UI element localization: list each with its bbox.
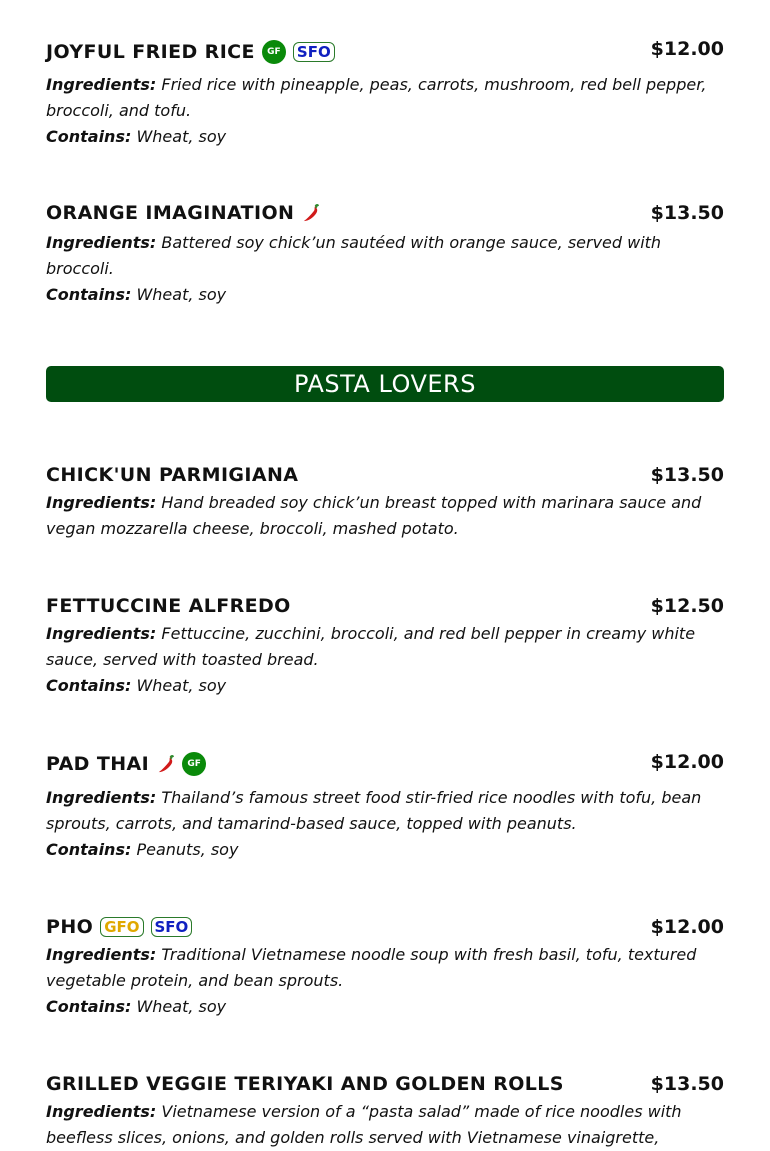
item-name: CHICK'UN PARMIGIANA [46, 464, 299, 486]
item-price: $12.50 [650, 595, 724, 617]
ingredients-text-cont: sauce, served with toasted bread. [46, 650, 319, 669]
ingredients-text: Fried rice with pineapple, peas, carrots, mushroom, red bell pepper, [161, 75, 707, 94]
ingredients-text-cont: sprouts, carrots, and tamarind-based sauce, topped with peanuts. [46, 814, 577, 833]
ingredients-text-cont: beefless slices, onions, and golden rolls served with Vietnamese vinaigrette, [46, 1128, 660, 1147]
ingredients-line [46, 72, 724, 98]
ingredients-label: Ingredients: [46, 624, 157, 643]
contains-label: Contains: [46, 285, 132, 304]
section-banner-pasta-lovers: PASTA LOVERS [46, 366, 724, 402]
contains-text: Wheat, soy [136, 676, 227, 695]
item-name: JOYFUL FRIED RICE [46, 41, 255, 63]
ingredients-text: Thailand’s famous street food stir-fried rice noodles with tofu, bean [161, 788, 702, 807]
gf-badge-icon: GF [262, 40, 286, 64]
contains-label: Contains: [46, 997, 132, 1016]
ingredients-line [46, 490, 724, 516]
ingredients-label: Ingredients: [46, 1102, 157, 1121]
item-price: $12.00 [650, 916, 724, 938]
item-price: $13.50 [650, 1073, 724, 1095]
ingredients-text: Battered soy chick’un sautéed with orange sauce, served with [161, 233, 662, 252]
chili-pepper-icon [302, 203, 320, 223]
ingredients-label: Ingredients: [46, 788, 157, 807]
contains-line [46, 282, 724, 308]
item-price: $13.50 [650, 464, 724, 486]
gf-badge-icon: GF [182, 752, 206, 776]
ingredients-line [46, 1099, 724, 1125]
ingredients-text: Traditional Vietnamese noodle soup with fresh basil, tofu, textured [161, 945, 697, 964]
ingredients-text-cont: broccoli, and tofu. [46, 101, 192, 120]
item-price: $13.50 [650, 202, 724, 224]
ingredients-label: Ingredients: [46, 945, 157, 964]
item-price: $12.00 [650, 38, 724, 60]
contains-line [46, 673, 724, 699]
menu-item-fettuccine-alfredo [46, 593, 724, 699]
item-name: FETTUCCINE ALFREDO [46, 595, 291, 617]
ingredients-text-cont: vegan mozzarella cheese, broccoli, mashed potato. [46, 519, 459, 538]
menu-item-joyful-fried-rice [46, 36, 724, 150]
item-name: PHO [46, 916, 94, 938]
menu-item-pho [46, 914, 724, 1020]
menu-item-grilled-veggie-teriyaki [46, 1071, 724, 1151]
gfo-badge: GFO [100, 917, 143, 937]
contains-text: Wheat, soy [136, 285, 227, 304]
ingredients-line [46, 942, 724, 968]
contains-line [46, 994, 724, 1020]
ingredients-text-cont: vegetable protein, and bean sprouts. [46, 971, 344, 990]
ingredients-label: Ingredients: [46, 493, 157, 512]
contains-line [46, 124, 724, 150]
sfo-badge: SFO [151, 917, 193, 937]
ingredients-text-cont: broccoli. [46, 259, 114, 278]
contains-text: Wheat, soy [136, 127, 227, 146]
item-price: $12.00 [650, 751, 724, 773]
item-name: ORANGE IMAGINATION [46, 202, 295, 224]
menu-item-chickun-parmigiana [46, 462, 724, 542]
contains-label: Contains: [46, 676, 132, 695]
sfo-badge: SFO [293, 42, 335, 62]
ingredients-line [46, 785, 724, 811]
item-name: PAD THAI [46, 753, 150, 775]
ingredients-text: Fettuccine, zucchini, broccoli, and red bell pepper in creamy white [161, 624, 696, 643]
ingredients-label: Ingredients: [46, 75, 157, 94]
contains-label: Contains: [46, 127, 132, 146]
contains-line [46, 837, 724, 863]
ingredients-text: Vietnamese version of a “pasta salad” made of rice noodles with [161, 1102, 682, 1121]
menu-item-orange-imagination [46, 200, 724, 308]
ingredients-line [46, 621, 724, 647]
ingredients-text: Hand breaded soy chick’un breast topped with marinara sauce and [161, 493, 702, 512]
ingredients-label: Ingredients: [46, 233, 157, 252]
contains-label: Contains: [46, 840, 132, 859]
contains-text: Wheat, soy [136, 997, 227, 1016]
menu-item-pad-thai [46, 749, 724, 863]
chili-pepper-icon [157, 754, 175, 774]
contains-text: Peanuts, soy [136, 840, 239, 859]
item-name: GRILLED VEGGIE TERIYAKI AND GOLDEN ROLLS [46, 1073, 564, 1095]
ingredients-line [46, 230, 724, 256]
